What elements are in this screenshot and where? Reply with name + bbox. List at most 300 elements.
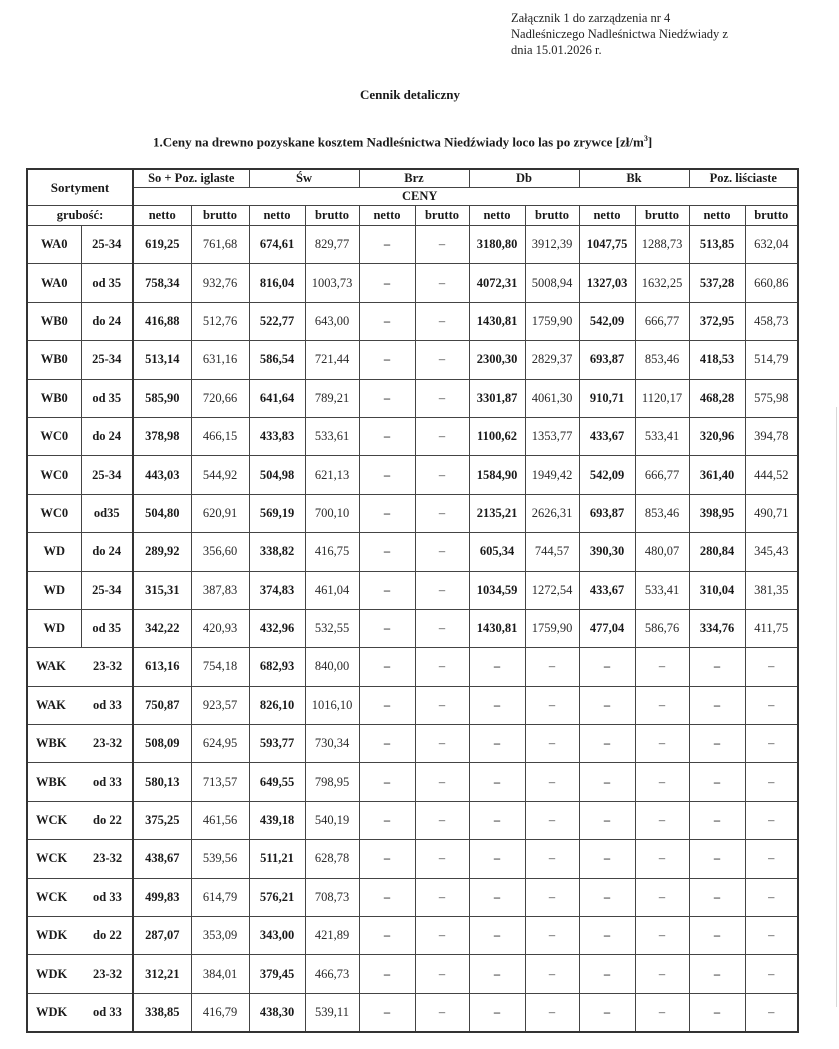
brutto-price-cell: – xyxy=(415,993,469,1032)
brutto-price-cell: 624,95 xyxy=(191,725,249,763)
brutto-price-cell: 853,46 xyxy=(635,341,689,379)
netto-brutto-header-row xyxy=(27,206,798,226)
brutto-price-cell: – xyxy=(745,686,798,724)
netto-price-cell: – xyxy=(579,993,635,1032)
netto-price-cell: 433,67 xyxy=(579,417,635,455)
brutto-header: brutto xyxy=(635,206,689,226)
netto-price-cell: 586,54 xyxy=(249,341,305,379)
netto-price-cell: 432,96 xyxy=(249,609,305,647)
sortyment-code-cell: WDK xyxy=(27,993,81,1032)
netto-price-cell: 613,16 xyxy=(133,648,191,686)
brutto-price-cell: 614,79 xyxy=(191,878,249,916)
sortyment-code-cell: WBK xyxy=(27,763,81,801)
brutto-price-cell: 394,78 xyxy=(745,417,798,455)
attachment-note-line-3: dnia 15.01.2026 r. xyxy=(511,43,602,57)
thickness-cell: 23-32 xyxy=(81,840,133,878)
brutto-price-cell: 620,91 xyxy=(191,494,249,532)
section-title-end: ] xyxy=(647,134,653,150)
brutto-price-cell: – xyxy=(635,917,689,955)
brutto-price-cell: 5008,94 xyxy=(525,264,579,302)
thickness-cell: do 22 xyxy=(81,801,133,839)
thickness-cell: 23-32 xyxy=(81,648,133,686)
netto-price-cell: 3301,87 xyxy=(469,379,525,417)
brutto-price-cell: – xyxy=(635,686,689,724)
brutto-price-cell: 1949,42 xyxy=(525,456,579,494)
thickness-cell: od 33 xyxy=(81,686,133,724)
netto-price-cell: 374,83 xyxy=(249,571,305,609)
brutto-price-cell: – xyxy=(415,955,469,993)
netto-price-cell: 693,87 xyxy=(579,341,635,379)
netto-price-cell: 693,87 xyxy=(579,494,635,532)
netto-price-cell: – xyxy=(359,763,415,801)
brutto-price-cell: 829,77 xyxy=(305,226,359,264)
brutto-price-cell: 420,93 xyxy=(191,609,249,647)
brutto-price-cell: 416,79 xyxy=(191,993,249,1032)
brutto-price-cell: – xyxy=(745,878,798,916)
netto-price-cell: – xyxy=(359,917,415,955)
species-header: Św xyxy=(249,169,359,188)
netto-price-cell: 443,03 xyxy=(133,456,191,494)
netto-price-cell: 1430,81 xyxy=(469,609,525,647)
brutto-price-cell: 666,77 xyxy=(635,456,689,494)
brutto-price-cell: – xyxy=(525,686,579,724)
netto-price-cell: 511,21 xyxy=(249,840,305,878)
netto-price-cell: – xyxy=(689,955,745,993)
table-row xyxy=(27,571,798,609)
brutto-price-cell: 356,60 xyxy=(191,533,249,571)
section-title-superscript: 3 xyxy=(643,134,648,143)
sortyment-code-cell: WD xyxy=(27,533,81,571)
brutto-price-cell: 514,79 xyxy=(745,341,798,379)
netto-price-cell: – xyxy=(689,840,745,878)
brutto-price-cell: 3912,39 xyxy=(525,226,579,264)
brutto-price-cell: 512,76 xyxy=(191,302,249,340)
netto-price-cell: – xyxy=(689,801,745,839)
brutto-price-cell: 381,35 xyxy=(745,571,798,609)
brutto-price-cell: – xyxy=(745,955,798,993)
brutto-price-cell: 1272,54 xyxy=(525,571,579,609)
brutto-price-cell: – xyxy=(525,840,579,878)
netto-price-cell: 280,84 xyxy=(689,533,745,571)
brutto-price-cell: – xyxy=(415,686,469,724)
brutto-price-cell: – xyxy=(415,878,469,916)
netto-price-cell: – xyxy=(359,417,415,455)
table-row xyxy=(27,725,798,763)
brutto-price-cell: 466,73 xyxy=(305,955,359,993)
brutto-price-cell: 539,56 xyxy=(191,840,249,878)
netto-price-cell: – xyxy=(469,648,525,686)
netto-price-cell: – xyxy=(579,917,635,955)
netto-price-cell: 3180,80 xyxy=(469,226,525,264)
price-table xyxy=(26,168,799,1033)
netto-price-cell: – xyxy=(359,609,415,647)
netto-price-cell: – xyxy=(359,840,415,878)
netto-price-cell: 416,88 xyxy=(133,302,191,340)
netto-price-cell: 499,83 xyxy=(133,878,191,916)
netto-price-cell: 312,21 xyxy=(133,955,191,993)
attachment-note-line-1: Załącznik 1 do zarządzenia nr 4 xyxy=(511,11,671,25)
netto-price-cell: – xyxy=(469,840,525,878)
table-row xyxy=(27,955,798,993)
species-header: So + Poz. iglaste xyxy=(133,169,249,188)
brutto-price-cell: – xyxy=(635,725,689,763)
brutto-price-cell: 490,71 xyxy=(745,494,798,532)
sortyment-code-cell: WA0 xyxy=(27,264,81,302)
thickness-cell: od 35 xyxy=(81,379,133,417)
brutto-price-cell: 540,19 xyxy=(305,801,359,839)
thickness-cell: do 24 xyxy=(81,533,133,571)
sortyment-code-cell: WC0 xyxy=(27,494,81,532)
brutto-price-cell: – xyxy=(415,226,469,264)
page-edge-line xyxy=(836,407,837,1007)
attachment-note xyxy=(511,10,728,58)
species-header: Poz. liściaste xyxy=(689,169,798,188)
brutto-price-cell: 421,89 xyxy=(305,917,359,955)
brutto-price-cell: 2626,31 xyxy=(525,494,579,532)
netto-price-cell: 439,18 xyxy=(249,801,305,839)
brutto-price-cell: 533,61 xyxy=(305,417,359,455)
netto-price-cell: 605,34 xyxy=(469,533,525,571)
thickness-cell: do 22 xyxy=(81,917,133,955)
section-title xyxy=(153,134,652,150)
netto-price-cell: 2135,21 xyxy=(469,494,525,532)
brutto-price-cell: – xyxy=(415,609,469,647)
brutto-price-cell: – xyxy=(415,379,469,417)
netto-header: netto xyxy=(133,206,191,226)
netto-price-cell: 641,64 xyxy=(249,379,305,417)
brutto-price-cell: 628,78 xyxy=(305,840,359,878)
species-header: Brz xyxy=(359,169,469,188)
sortyment-code-cell: WD xyxy=(27,571,81,609)
sortyment-code-cell: WC0 xyxy=(27,417,81,455)
table-row xyxy=(27,801,798,839)
table-row xyxy=(27,993,798,1032)
price-table-body xyxy=(27,226,798,1033)
grubosc-header: grubość: xyxy=(27,206,133,226)
brutto-price-cell: – xyxy=(415,917,469,955)
table-row xyxy=(27,648,798,686)
thickness-cell: 23-32 xyxy=(81,725,133,763)
netto-price-cell: – xyxy=(469,801,525,839)
brutto-price-cell: 1759,90 xyxy=(525,609,579,647)
brutto-price-cell: 721,44 xyxy=(305,341,359,379)
brutto-price-cell: – xyxy=(635,955,689,993)
species-header-row xyxy=(27,169,798,188)
brutto-price-cell: – xyxy=(635,878,689,916)
brutto-price-cell: 444,52 xyxy=(745,456,798,494)
brutto-price-cell: 621,13 xyxy=(305,456,359,494)
netto-price-cell: – xyxy=(579,648,635,686)
brutto-price-cell: 660,86 xyxy=(745,264,798,302)
brutto-header: brutto xyxy=(415,206,469,226)
netto-price-cell: – xyxy=(359,686,415,724)
netto-price-cell: – xyxy=(469,878,525,916)
netto-header: netto xyxy=(689,206,745,226)
ceny-header: CENY xyxy=(133,188,798,206)
netto-price-cell: 522,77 xyxy=(249,302,305,340)
netto-price-cell: 504,80 xyxy=(133,494,191,532)
thickness-cell: 25-34 xyxy=(81,226,133,264)
document-title: Cennik detaliczny xyxy=(359,87,461,102)
sortyment-code-cell: WB0 xyxy=(27,341,81,379)
brutto-header: brutto xyxy=(305,206,359,226)
brutto-price-cell: – xyxy=(415,801,469,839)
netto-price-cell: 361,40 xyxy=(689,456,745,494)
netto-price-cell: 513,14 xyxy=(133,341,191,379)
brutto-price-cell: 1016,10 xyxy=(305,686,359,724)
brutto-price-cell: – xyxy=(415,763,469,801)
table-row xyxy=(27,917,798,955)
thickness-cell: od 33 xyxy=(81,763,133,801)
brutto-price-cell: 1120,17 xyxy=(635,379,689,417)
netto-price-cell: 1100,62 xyxy=(469,417,525,455)
netto-price-cell: 569,19 xyxy=(249,494,305,532)
thickness-cell: od35 xyxy=(81,494,133,532)
thickness-cell: 25-34 xyxy=(81,341,133,379)
brutto-price-cell: 1003,73 xyxy=(305,264,359,302)
brutto-price-cell: – xyxy=(415,302,469,340)
netto-price-cell: – xyxy=(579,955,635,993)
netto-price-cell: – xyxy=(689,686,745,724)
thickness-cell: od 33 xyxy=(81,993,133,1032)
table-row xyxy=(27,763,798,801)
netto-price-cell: – xyxy=(359,494,415,532)
table-row xyxy=(27,609,798,647)
thickness-cell: do 24 xyxy=(81,302,133,340)
netto-price-cell: 4072,31 xyxy=(469,264,525,302)
brutto-price-cell: 643,00 xyxy=(305,302,359,340)
sortyment-code-cell: WCK xyxy=(27,840,81,878)
brutto-price-cell: – xyxy=(635,763,689,801)
netto-price-cell: – xyxy=(359,993,415,1032)
netto-price-cell: – xyxy=(689,763,745,801)
brutto-price-cell: – xyxy=(525,955,579,993)
netto-header: netto xyxy=(359,206,415,226)
brutto-price-cell: – xyxy=(415,417,469,455)
netto-price-cell: 826,10 xyxy=(249,686,305,724)
brutto-price-cell: 544,92 xyxy=(191,456,249,494)
brutto-price-cell: 1759,90 xyxy=(525,302,579,340)
netto-price-cell: 2300,30 xyxy=(469,341,525,379)
netto-price-cell: – xyxy=(469,763,525,801)
netto-price-cell: 1327,03 xyxy=(579,264,635,302)
netto-price-cell: 287,07 xyxy=(133,917,191,955)
netto-price-cell: 542,09 xyxy=(579,302,635,340)
brutto-price-cell: 632,04 xyxy=(745,226,798,264)
netto-price-cell: – xyxy=(359,226,415,264)
brutto-price-cell: 533,41 xyxy=(635,417,689,455)
netto-price-cell: 438,67 xyxy=(133,840,191,878)
netto-price-cell: 508,09 xyxy=(133,725,191,763)
thickness-cell: 23-32 xyxy=(81,955,133,993)
netto-price-cell: 433,67 xyxy=(579,571,635,609)
brutto-price-cell: – xyxy=(635,993,689,1032)
netto-price-cell: 315,31 xyxy=(133,571,191,609)
thickness-cell: od 35 xyxy=(81,609,133,647)
sortyment-code-cell: WC0 xyxy=(27,456,81,494)
netto-price-cell: – xyxy=(689,993,745,1032)
netto-price-cell: – xyxy=(359,801,415,839)
brutto-price-cell: – xyxy=(745,725,798,763)
netto-header: netto xyxy=(579,206,635,226)
netto-price-cell: – xyxy=(359,571,415,609)
species-header: Bk xyxy=(579,169,689,188)
brutto-price-cell: – xyxy=(525,993,579,1032)
table-row xyxy=(27,302,798,340)
sortyment-code-cell: WB0 xyxy=(27,302,81,340)
sortyment-code-cell: WAK xyxy=(27,648,81,686)
netto-price-cell: 477,04 xyxy=(579,609,635,647)
prices-header-row xyxy=(27,188,798,206)
netto-price-cell: 649,55 xyxy=(249,763,305,801)
table-row xyxy=(27,494,798,532)
section-title-text: 1.Ceny na drewno pozyskane kosztem Nadleśnictwa Niedźwiady loco las po zrywce [zł/m xyxy=(153,134,644,150)
netto-price-cell: – xyxy=(469,917,525,955)
brutto-price-cell: – xyxy=(635,801,689,839)
netto-price-cell: 542,09 xyxy=(579,456,635,494)
sortyment-code-cell: WDK xyxy=(27,917,81,955)
netto-price-cell: 398,95 xyxy=(689,494,745,532)
netto-price-cell: – xyxy=(469,993,525,1032)
netto-price-cell: – xyxy=(469,955,525,993)
brutto-price-cell: 798,95 xyxy=(305,763,359,801)
netto-price-cell: 750,87 xyxy=(133,686,191,724)
netto-price-cell: 342,22 xyxy=(133,609,191,647)
sortyment-code-cell: WA0 xyxy=(27,226,81,264)
thickness-cell: do 24 xyxy=(81,417,133,455)
table-row xyxy=(27,533,798,571)
brutto-price-cell: – xyxy=(415,571,469,609)
brutto-price-cell: – xyxy=(525,878,579,916)
netto-price-cell: 1584,90 xyxy=(469,456,525,494)
brutto-price-cell: 789,21 xyxy=(305,379,359,417)
netto-price-cell: 682,93 xyxy=(249,648,305,686)
netto-price-cell: – xyxy=(579,840,635,878)
brutto-price-cell: – xyxy=(745,993,798,1032)
netto-price-cell: – xyxy=(579,801,635,839)
brutto-price-cell: 853,46 xyxy=(635,494,689,532)
netto-price-cell: 433,83 xyxy=(249,417,305,455)
netto-price-cell: – xyxy=(359,456,415,494)
brutto-price-cell: 345,43 xyxy=(745,533,798,571)
brutto-price-cell: – xyxy=(635,648,689,686)
table-row xyxy=(27,840,798,878)
sortyment-code-cell: WCK xyxy=(27,878,81,916)
brutto-price-cell: 666,77 xyxy=(635,302,689,340)
netto-price-cell: 438,30 xyxy=(249,993,305,1032)
netto-price-cell: 343,00 xyxy=(249,917,305,955)
brutto-price-cell: 708,73 xyxy=(305,878,359,916)
brutto-price-cell: 761,68 xyxy=(191,226,249,264)
brutto-price-cell: – xyxy=(525,801,579,839)
netto-price-cell: – xyxy=(579,878,635,916)
netto-price-cell: – xyxy=(359,725,415,763)
brutto-price-cell: 466,15 xyxy=(191,417,249,455)
brutto-price-cell: – xyxy=(745,801,798,839)
sortyment-code-cell: WB0 xyxy=(27,379,81,417)
netto-price-cell: 576,21 xyxy=(249,878,305,916)
brutto-price-cell: – xyxy=(745,648,798,686)
brutto-price-cell: – xyxy=(745,763,798,801)
sortyment-header: Sortyment xyxy=(27,169,133,206)
table-row xyxy=(27,226,798,264)
brutto-price-cell: – xyxy=(415,264,469,302)
brutto-header: brutto xyxy=(745,206,798,226)
netto-price-cell: – xyxy=(359,955,415,993)
netto-price-cell: 585,90 xyxy=(133,379,191,417)
table-row xyxy=(27,417,798,455)
brutto-price-cell: 923,57 xyxy=(191,686,249,724)
netto-price-cell: 379,45 xyxy=(249,955,305,993)
netto-price-cell: – xyxy=(359,264,415,302)
sortyment-code-cell: WBK xyxy=(27,725,81,763)
sortyment-code-cell: WDK xyxy=(27,955,81,993)
table-row xyxy=(27,878,798,916)
brutto-price-cell: – xyxy=(745,840,798,878)
brutto-header: brutto xyxy=(191,206,249,226)
netto-price-cell: 375,25 xyxy=(133,801,191,839)
netto-price-cell: 580,13 xyxy=(133,763,191,801)
species-header: Db xyxy=(469,169,579,188)
netto-price-cell: 513,85 xyxy=(689,226,745,264)
table-row xyxy=(27,379,798,417)
netto-price-cell: 504,98 xyxy=(249,456,305,494)
netto-price-cell: 593,77 xyxy=(249,725,305,763)
sortyment-code-cell: WAK xyxy=(27,686,81,724)
netto-price-cell: 338,82 xyxy=(249,533,305,571)
netto-price-cell: 816,04 xyxy=(249,264,305,302)
brutto-price-cell: 713,57 xyxy=(191,763,249,801)
brutto-price-cell: 387,83 xyxy=(191,571,249,609)
netto-price-cell: – xyxy=(359,302,415,340)
brutto-price-cell: 700,10 xyxy=(305,494,359,532)
brutto-price-cell: 1632,25 xyxy=(635,264,689,302)
brutto-price-cell: 586,76 xyxy=(635,609,689,647)
brutto-price-cell: 353,09 xyxy=(191,917,249,955)
brutto-price-cell: 2829,37 xyxy=(525,341,579,379)
brutto-price-cell: 1353,77 xyxy=(525,417,579,455)
table-row xyxy=(27,341,798,379)
netto-price-cell: – xyxy=(469,725,525,763)
brutto-price-cell: – xyxy=(525,725,579,763)
brutto-price-cell: – xyxy=(415,533,469,571)
table-row xyxy=(27,264,798,302)
thickness-cell: od 33 xyxy=(81,878,133,916)
netto-price-cell: 378,98 xyxy=(133,417,191,455)
netto-price-cell: 1430,81 xyxy=(469,302,525,340)
attachment-note-line-2: Nadleśniczego Nadleśnictwa Niedźwiady z xyxy=(511,27,728,41)
brutto-price-cell: – xyxy=(635,840,689,878)
thickness-cell: 25-34 xyxy=(81,571,133,609)
sortyment-code-cell: WD xyxy=(27,609,81,647)
netto-price-cell: 674,61 xyxy=(249,226,305,264)
brutto-price-cell: – xyxy=(415,456,469,494)
brutto-price-cell: 480,07 xyxy=(635,533,689,571)
netto-header: netto xyxy=(469,206,525,226)
netto-price-cell: 334,76 xyxy=(689,609,745,647)
netto-price-cell: 418,53 xyxy=(689,341,745,379)
netto-price-cell: 619,25 xyxy=(133,226,191,264)
netto-price-cell: – xyxy=(359,878,415,916)
netto-price-cell: 338,85 xyxy=(133,993,191,1032)
brutto-price-cell: – xyxy=(415,725,469,763)
brutto-price-cell: 539,11 xyxy=(305,993,359,1032)
netto-price-cell: 1034,59 xyxy=(469,571,525,609)
netto-price-cell: – xyxy=(579,686,635,724)
brutto-price-cell: – xyxy=(415,840,469,878)
netto-price-cell: 372,95 xyxy=(689,302,745,340)
brutto-price-cell: 840,00 xyxy=(305,648,359,686)
